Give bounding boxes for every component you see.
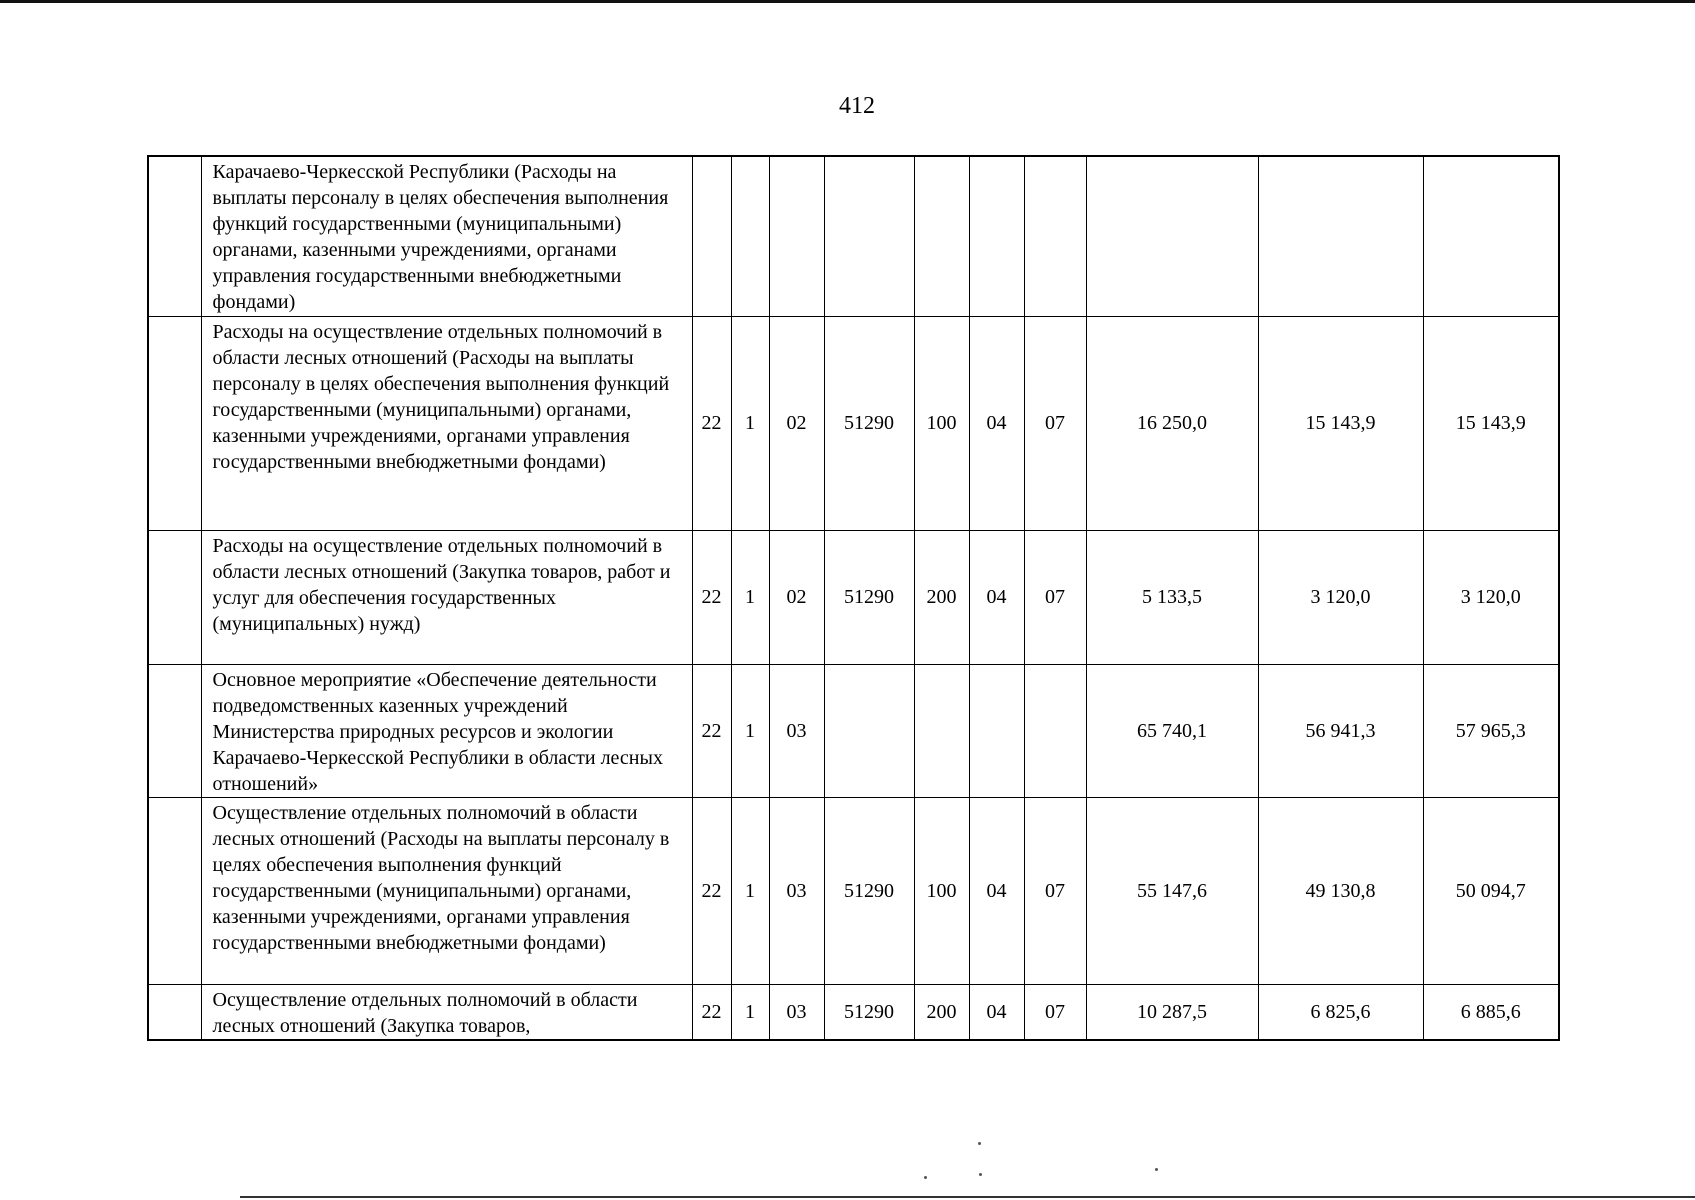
code-direction-cell (824, 156, 914, 316)
amount-year1-cell: 10 287,5 (1086, 984, 1258, 1040)
amount-year2-cell: 49 130,8 (1258, 797, 1423, 984)
code-expense-type-cell: 100 (914, 797, 969, 984)
code-subsection-cell: 07 (1024, 316, 1086, 530)
table-row (148, 797, 1559, 984)
amount-year3-cell: 3 120,0 (1423, 530, 1559, 664)
amount-year2-cell: 6 825,6 (1258, 984, 1423, 1040)
code-program-cell (731, 156, 769, 316)
amount-year3-cell: 50 094,7 (1423, 797, 1559, 984)
expense-name-cell: Осуществление отдельных полномочий в области лесных отношений (Расходы на выплаты персоналу в целях обеспечения выполнения функций государственными (муниципальными) органами, казенными учреждениями, органами управления государственными внебюджетными фондами) (201, 797, 692, 984)
code-section-cell: 04 (969, 316, 1024, 530)
code-ministry-cell: 22 (692, 316, 731, 530)
code-direction-cell (824, 664, 914, 797)
amount-year3-cell: 15 143,9 (1423, 316, 1559, 530)
amount-year1-cell (1086, 156, 1258, 316)
code-program-cell: 1 (731, 984, 769, 1040)
code-activity-cell (769, 156, 824, 316)
code-expense-type-cell (914, 156, 969, 316)
amount-year1-cell: 55 147,6 (1086, 797, 1258, 984)
budget-table (147, 155, 1560, 1041)
code-direction-cell: 51290 (824, 984, 914, 1040)
page-number: 412 (839, 93, 875, 119)
amount-year1-cell: 5 133,5 (1086, 530, 1258, 664)
code-program-cell: 1 (731, 797, 769, 984)
expense-name-cell: Расходы на осуществление отдельных полномочий в области лесных отношений (Закупка товаров, работ и услуг для обеспечения государственных (муниципальных) нужд) (201, 530, 692, 664)
code-subsection-cell: 07 (1024, 984, 1086, 1040)
scan-speck (978, 1142, 981, 1145)
scan-speck (1155, 1168, 1158, 1171)
table-row (148, 984, 1559, 1040)
code-expense-type-cell: 100 (914, 316, 969, 530)
amount-year3-cell (1423, 156, 1559, 316)
amount-year1-cell: 16 250,0 (1086, 316, 1258, 530)
code-activity-cell: 03 (769, 664, 824, 797)
row-number-cell (148, 156, 201, 316)
expense-name-cell: Карачаево-Черкесской Республики (Расходы на выплаты персоналу в целях обеспечения выполнения функций государственными (муниципальными) органами, казенными учреждениями, органами управления государственными внебюджетными фондами) (201, 156, 692, 316)
code-activity-cell: 02 (769, 530, 824, 664)
code-ministry-cell: 22 (692, 984, 731, 1040)
row-number-cell (148, 316, 201, 530)
code-activity-cell: 03 (769, 984, 824, 1040)
code-ministry-cell: 22 (692, 530, 731, 664)
code-subsection-cell: 07 (1024, 797, 1086, 984)
code-activity-cell: 02 (769, 316, 824, 530)
code-expense-type-cell: 200 (914, 530, 969, 664)
code-ministry-cell (692, 156, 731, 316)
code-section-cell: 04 (969, 797, 1024, 984)
code-ministry-cell: 22 (692, 797, 731, 984)
amount-year3-cell: 6 885,6 (1423, 984, 1559, 1040)
amount-year2-cell: 56 941,3 (1258, 664, 1423, 797)
table-row (148, 156, 1559, 316)
amount-year3-cell: 57 965,3 (1423, 664, 1559, 797)
amount-year2-cell: 15 143,9 (1258, 316, 1423, 530)
table-row (148, 316, 1559, 530)
scan-speck (924, 1176, 927, 1179)
code-expense-type-cell (914, 664, 969, 797)
row-number-cell (148, 797, 201, 984)
amount-year1-cell: 65 740,1 (1086, 664, 1258, 797)
code-subsection-cell (1024, 664, 1086, 797)
code-section-cell: 04 (969, 984, 1024, 1040)
row-number-cell (148, 984, 201, 1040)
code-program-cell: 1 (731, 316, 769, 530)
code-ministry-cell: 22 (692, 664, 731, 797)
expense-name-cell: Осуществление отдельных полномочий в области лесных отношений (Закупка товаров, (201, 984, 692, 1040)
code-direction-cell: 51290 (824, 530, 914, 664)
code-program-cell: 1 (731, 664, 769, 797)
page-bottom-edge (240, 1196, 1695, 1198)
code-expense-type-cell: 200 (914, 984, 969, 1040)
code-direction-cell: 51290 (824, 316, 914, 530)
code-subsection-cell (1024, 156, 1086, 316)
amount-year2-cell: 3 120,0 (1258, 530, 1423, 664)
scan-speck (979, 1173, 982, 1176)
code-subsection-cell: 07 (1024, 530, 1086, 664)
table-row (148, 530, 1559, 664)
code-section-cell (969, 156, 1024, 316)
code-activity-cell: 03 (769, 797, 824, 984)
code-section-cell (969, 664, 1024, 797)
code-program-cell: 1 (731, 530, 769, 664)
expense-name-cell: Расходы на осуществление отдельных полномочий в области лесных отношений (Расходы на выплаты персоналу в целях обеспечения выполнения функций государственными (муниципальными) органами, казенными учреждениями, органами управления государственными внебюджетными фондами) (201, 316, 692, 530)
code-section-cell: 04 (969, 530, 1024, 664)
expense-name-cell: Основное мероприятие «Обеспечение деятельности подведомственных казенных учреждений Министерства природных ресурсов и экологии Карачаево-Черкесской Республики в области лесных отношений» (201, 664, 692, 797)
row-number-cell (148, 664, 201, 797)
row-number-cell (148, 530, 201, 664)
table-row (148, 664, 1559, 797)
page-top-edge (0, 0, 1695, 3)
amount-year2-cell (1258, 156, 1423, 316)
code-direction-cell: 51290 (824, 797, 914, 984)
